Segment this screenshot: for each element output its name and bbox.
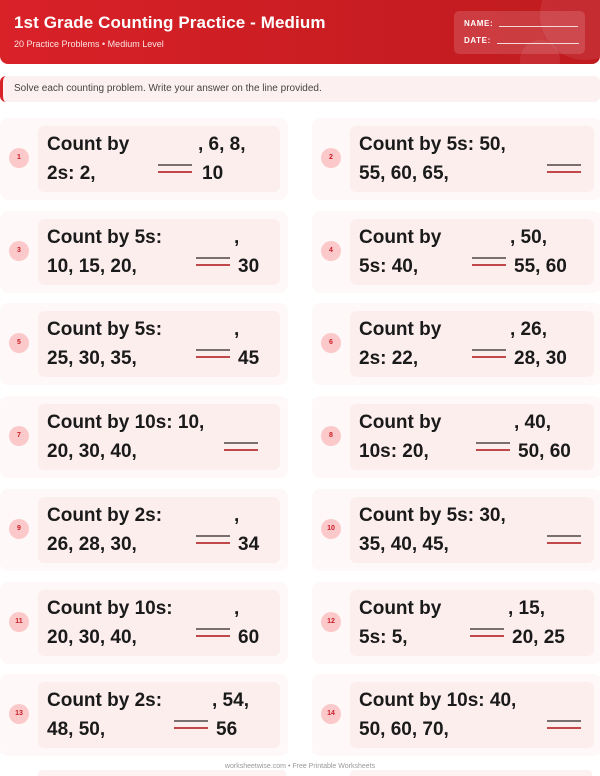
problem-text-line1: Count by 5s:	[47, 319, 163, 341]
problem-card	[312, 211, 600, 293]
problem-text-line2: 20, 30, 40,	[47, 626, 137, 648]
problem-content	[38, 126, 280, 192]
problem-card	[0, 674, 288, 756]
problem-content	[38, 311, 280, 377]
problem-content	[350, 404, 594, 470]
problem-card	[0, 211, 288, 293]
problem-content	[350, 219, 594, 285]
answer-blank-line[interactable]	[476, 442, 510, 451]
problem-text-line1-end: , 15,	[508, 597, 545, 619]
problem-card	[0, 118, 288, 200]
problem-text-line2: 20, 30, 40,	[47, 441, 137, 463]
problem-number-badge: 10	[321, 519, 341, 539]
answer-blank-line[interactable]	[547, 535, 581, 544]
problem-text-line1-end: ,	[234, 226, 240, 248]
problem-text-line1: Count by 2s:	[47, 690, 163, 712]
answer-blank-line[interactable]	[196, 535, 230, 544]
problem-number-badge: 14	[321, 704, 341, 724]
problem-text-line2-end: 56	[216, 719, 238, 741]
problem-text-line1: Count by 5s:	[47, 226, 163, 248]
problem-text-line1-end: , 26,	[510, 319, 547, 341]
problem-number-badge: 1	[9, 148, 29, 168]
problem-number-badge: 7	[9, 426, 29, 446]
problem-text-line2: 2s: 2,	[47, 163, 96, 184]
problem-text-line2: 50, 60, 70,	[359, 719, 449, 741]
problem-text-line1: Count by	[359, 226, 442, 248]
page-subtitle: 20 Practice Problems • Medium Level	[14, 39, 164, 49]
problem-content	[38, 590, 280, 656]
name-line	[499, 26, 578, 27]
problem-text-line1: Count by 10s:	[47, 597, 173, 619]
problem-number-badge: 8	[321, 426, 341, 446]
problem-text-line2: 5s: 40,	[359, 255, 419, 277]
problem-content	[350, 311, 594, 377]
problem-number-badge: 11	[9, 612, 29, 632]
answer-blank-line[interactable]	[472, 257, 506, 266]
answer-blank-line[interactable]	[547, 720, 581, 729]
problem-text-line2: 10s: 20,	[359, 441, 429, 463]
name-field[interactable]	[464, 19, 578, 28]
problem-text-line2-end: 20, 25	[512, 626, 565, 648]
problem-number-badge: 13	[9, 704, 29, 724]
answer-blank-line[interactable]	[470, 628, 504, 637]
problem-text-line1: Count by	[359, 412, 442, 434]
problem-content	[38, 219, 280, 285]
problem-text-line2-end: 55, 60	[514, 255, 567, 277]
problem-text-line1: Count by 10s: 40,	[359, 690, 517, 712]
instructions-text: Solve each counting problem. Write your answer on the line provided.	[14, 83, 322, 94]
problem-text-line1: Count by 2s:	[47, 504, 163, 526]
problem-text-line1-end: , 40,	[514, 412, 551, 434]
problem-text-line1-end: , 6, 8,	[198, 134, 246, 155]
next-problem-peek	[350, 770, 592, 776]
problem-card	[312, 118, 600, 200]
problem-number-badge: 12	[321, 612, 341, 632]
problem-card	[0, 303, 288, 385]
answer-blank-line[interactable]	[224, 442, 258, 451]
problem-text-line2: 35, 40, 45,	[359, 533, 449, 555]
problem-text-line1: Count by	[359, 597, 442, 619]
date-field[interactable]	[464, 36, 579, 45]
date-label: DATE:	[464, 36, 491, 45]
problem-content	[350, 126, 594, 192]
footer-text: worksheetwise.com • Free Printable Worksheets	[224, 763, 376, 770]
problem-content	[38, 497, 280, 563]
problem-text-line1-end: ,	[234, 504, 240, 526]
problem-text-line1-end: ,	[234, 319, 240, 341]
problem-content	[38, 404, 280, 470]
problem-text-line2: 48, 50,	[47, 719, 106, 741]
problem-number-badge: 4	[321, 241, 341, 261]
problem-number-badge: 2	[321, 148, 341, 168]
problem-number-badge: 9	[9, 519, 29, 539]
problem-number-badge: 6	[321, 333, 341, 353]
problem-text-line1-end: , 50,	[510, 226, 547, 248]
problem-card	[0, 582, 288, 664]
problem-text-line1: Count by	[359, 319, 442, 341]
answer-blank-line[interactable]	[158, 164, 192, 173]
problem-card	[312, 303, 600, 385]
problem-content	[38, 682, 280, 748]
problem-text-line2: 5s: 5,	[359, 626, 408, 648]
problem-text-line1-end: , 54,	[212, 690, 249, 712]
name-label: NAME:	[464, 19, 494, 28]
instructions-banner	[0, 76, 600, 102]
problem-content	[350, 497, 594, 563]
problem-card	[0, 489, 288, 571]
problem-text-line2: 25, 30, 35,	[47, 348, 137, 370]
problem-text-line2: 2s: 22,	[359, 348, 419, 370]
problem-text-line1: Count by 5s: 30,	[359, 504, 506, 526]
name-date-box	[454, 11, 585, 54]
problem-card	[312, 582, 600, 664]
answer-blank-line[interactable]	[196, 628, 230, 637]
answer-blank-line[interactable]	[196, 257, 230, 266]
answer-blank-line[interactable]	[174, 720, 208, 729]
answer-blank-line[interactable]	[547, 164, 581, 173]
problem-text-line2-end: 34	[238, 533, 260, 555]
problem-text-line2: 55, 60, 65,	[359, 163, 449, 184]
problem-text-line2-end: 60	[238, 626, 260, 648]
problem-text-line1: Count by	[47, 134, 130, 155]
problem-content	[350, 590, 594, 656]
problem-text-line1: Count by 5s: 50,	[359, 134, 506, 155]
problem-text-line2: 10, 15, 20,	[47, 255, 137, 277]
problem-number-badge: 3	[9, 241, 29, 261]
answer-blank-line[interactable]	[196, 349, 230, 358]
answer-blank-line[interactable]	[472, 349, 506, 358]
problem-card	[0, 396, 288, 478]
problem-text-line2-end: 30	[238, 255, 260, 277]
problem-text-line2-end: 50, 60	[518, 441, 571, 463]
problem-text-line2-end: 28, 30	[514, 348, 567, 370]
problem-text-line2-end: 45	[238, 348, 260, 370]
problem-text-line1: Count by 10s: 10,	[47, 412, 205, 434]
problem-text-line2-end: 10	[202, 163, 224, 184]
problem-card	[312, 489, 600, 571]
problem-number-badge: 5	[9, 333, 29, 353]
date-line	[497, 43, 579, 44]
problem-card	[312, 674, 600, 756]
problem-content	[350, 682, 594, 748]
worksheet-header	[0, 0, 600, 64]
problem-card	[312, 396, 600, 478]
page-title: 1st Grade Counting Practice - Medium	[14, 13, 326, 32]
problem-text-line1-end: ,	[234, 597, 240, 619]
problem-text-line2: 26, 28, 30,	[47, 533, 137, 555]
next-problem-peek	[38, 770, 286, 776]
